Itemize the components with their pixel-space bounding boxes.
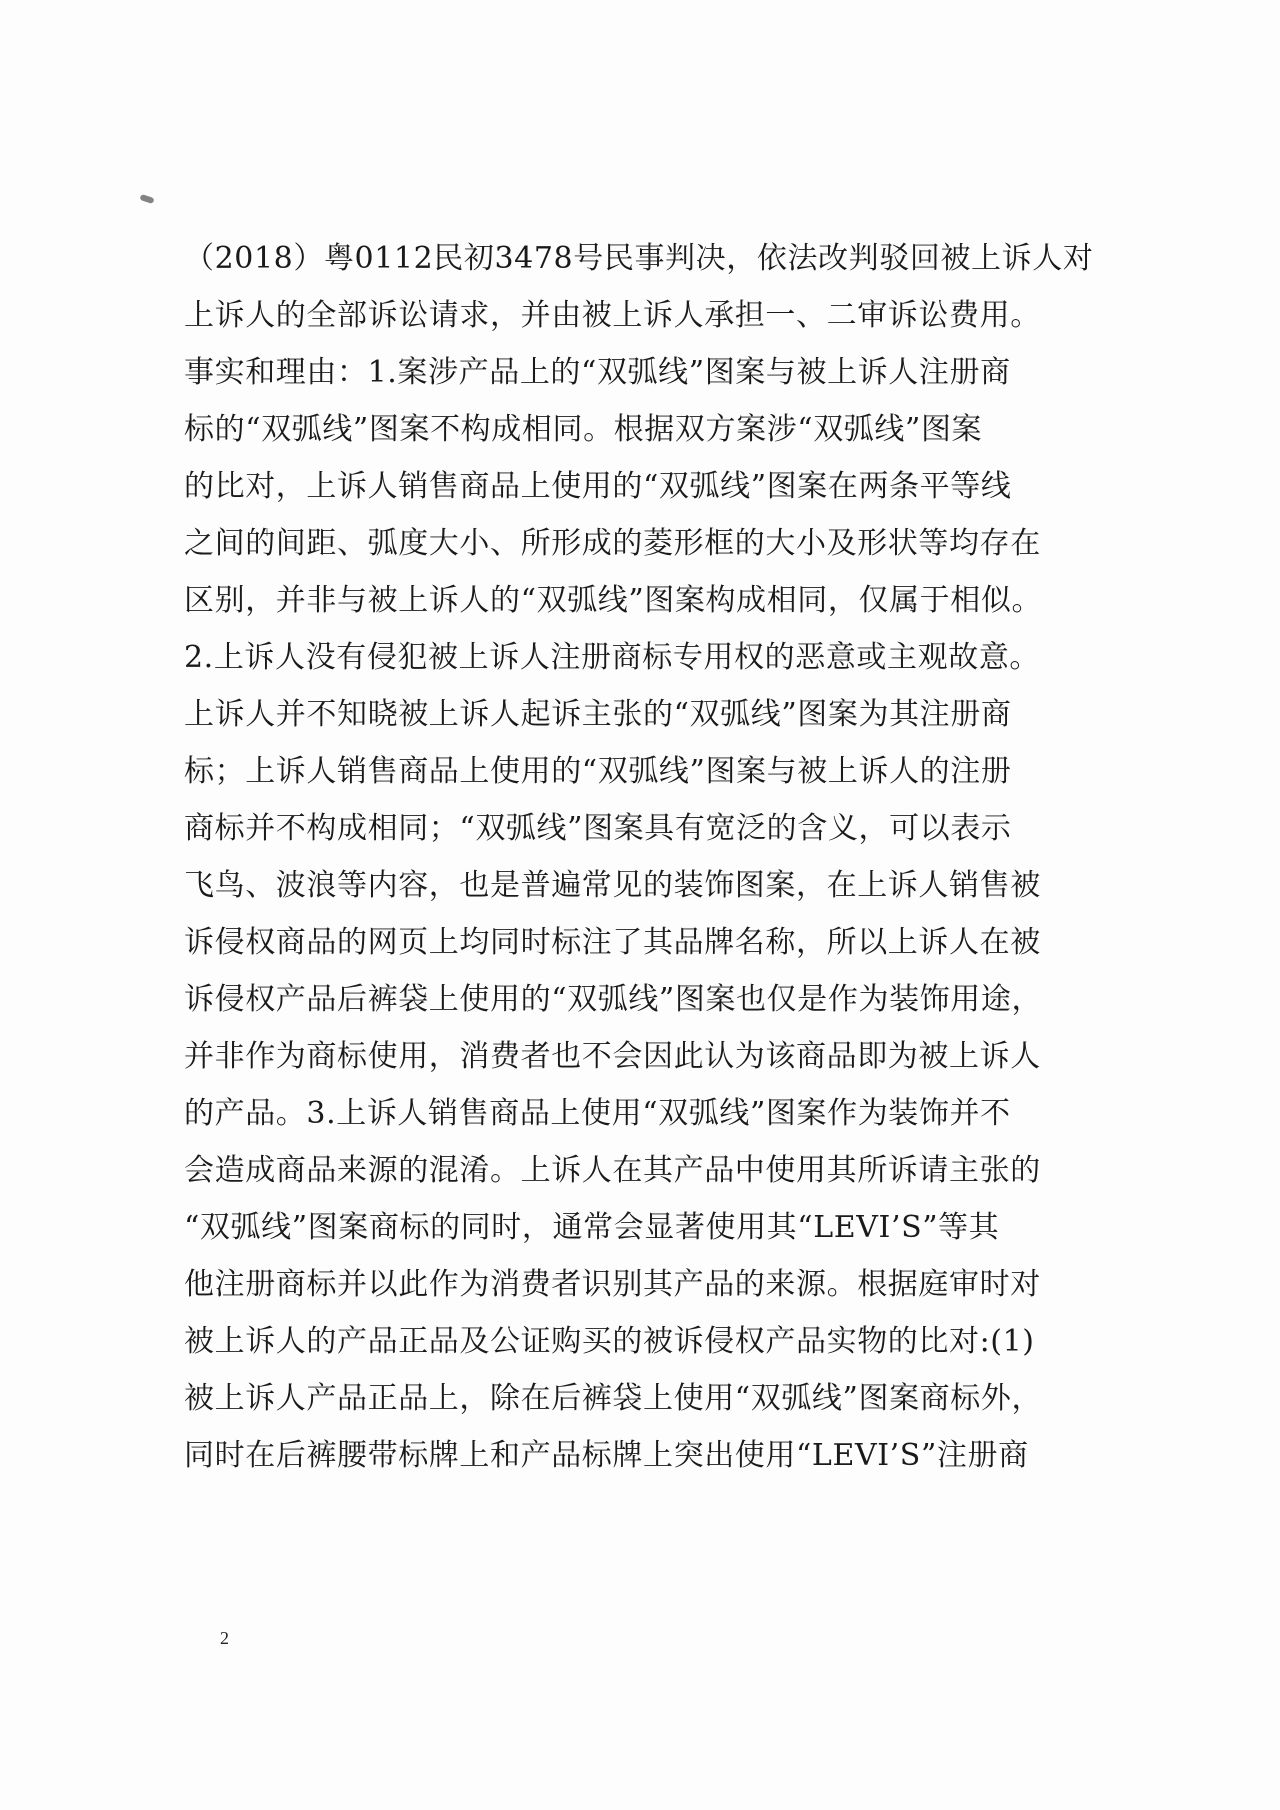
text-line: 同时在后裤腰带标牌上和产品标牌上突出使用“LEVI’S”注册商 <box>184 1438 1029 1473</box>
document-body <box>184 230 1114 1484</box>
text-line: 被上诉人的产品正品及公证购买的被诉侵权产品实物的比对:(1) <box>184 1324 1035 1359</box>
text-line: 上诉人并不知晓被上诉人起诉主张的“双弧线”图案为其注册商 <box>184 697 1012 732</box>
text-line: 标；上诉人销售商品上使用的“双弧线”图案与被上诉人的注册 <box>184 754 1012 789</box>
text-line: 区别，并非与被上诉人的“双弧线”图案构成相同，仅属于相似。 <box>184 583 1043 618</box>
text-line: 上诉人的全部诉讼请求，并由被上诉人承担一、二审诉讼费用。 <box>184 298 1041 333</box>
text-line: （2018）粤0112民初3478号民事判决，依法改判驳回被上诉人对 <box>184 241 1094 276</box>
text-line: 诉侵权产品后裤袋上使用的“双弧线”图案也仅是作为装饰用途， <box>184 982 1043 1017</box>
text-line: 的比对，上诉人销售商品上使用的“双弧线”图案在两条平等线 <box>184 469 1012 504</box>
text-line: “双弧线”图案商标的同时，通常会显著使用其“LEVI’S”等其 <box>184 1210 1000 1245</box>
page-number: 2 <box>220 1628 229 1648</box>
text-line: 他注册商标并以此作为消费者识别其产品的来源。根据庭审时对 <box>184 1267 1041 1302</box>
text-line: 商标并不构成相同；“双弧线”图案具有宽泛的含义，可以表示 <box>184 811 1012 846</box>
text-line: 被上诉人产品正品上，除在后裤袋上使用“双弧线”图案商标外， <box>184 1381 1043 1416</box>
text-line: 标的“双弧线”图案不构成相同。根据双方案涉“双弧线”图案 <box>184 412 983 447</box>
text-line: 的产品。3.上诉人销售商品上使用“双弧线”图案作为装饰并不 <box>184 1096 1011 1131</box>
text-line: 并非作为商标使用，消费者也不会因此认为该商品即为被上诉人 <box>184 1039 1041 1074</box>
text-line: 2.上诉人没有侵犯被上诉人注册商标专用权的恶意或主观故意。 <box>184 640 1041 675</box>
text-line: 诉侵权商品的网页上均同时标注了其品牌名称，所以上诉人在被 <box>184 925 1041 960</box>
text-line: 之间的间距、弧度大小、所形成的菱形框的大小及形状等均存在 <box>184 526 1041 561</box>
text-line: 飞鸟、波浪等内容，也是普遍常见的装饰图案，在上诉人销售被 <box>184 868 1041 903</box>
scan-speck <box>139 194 154 204</box>
text-line: 会造成商品来源的混淆。上诉人在其产品中使用其所诉请主张的 <box>184 1153 1041 1188</box>
text-line: 事实和理由：1.案涉产品上的“双弧线”图案与被上诉人注册商 <box>184 355 1011 390</box>
